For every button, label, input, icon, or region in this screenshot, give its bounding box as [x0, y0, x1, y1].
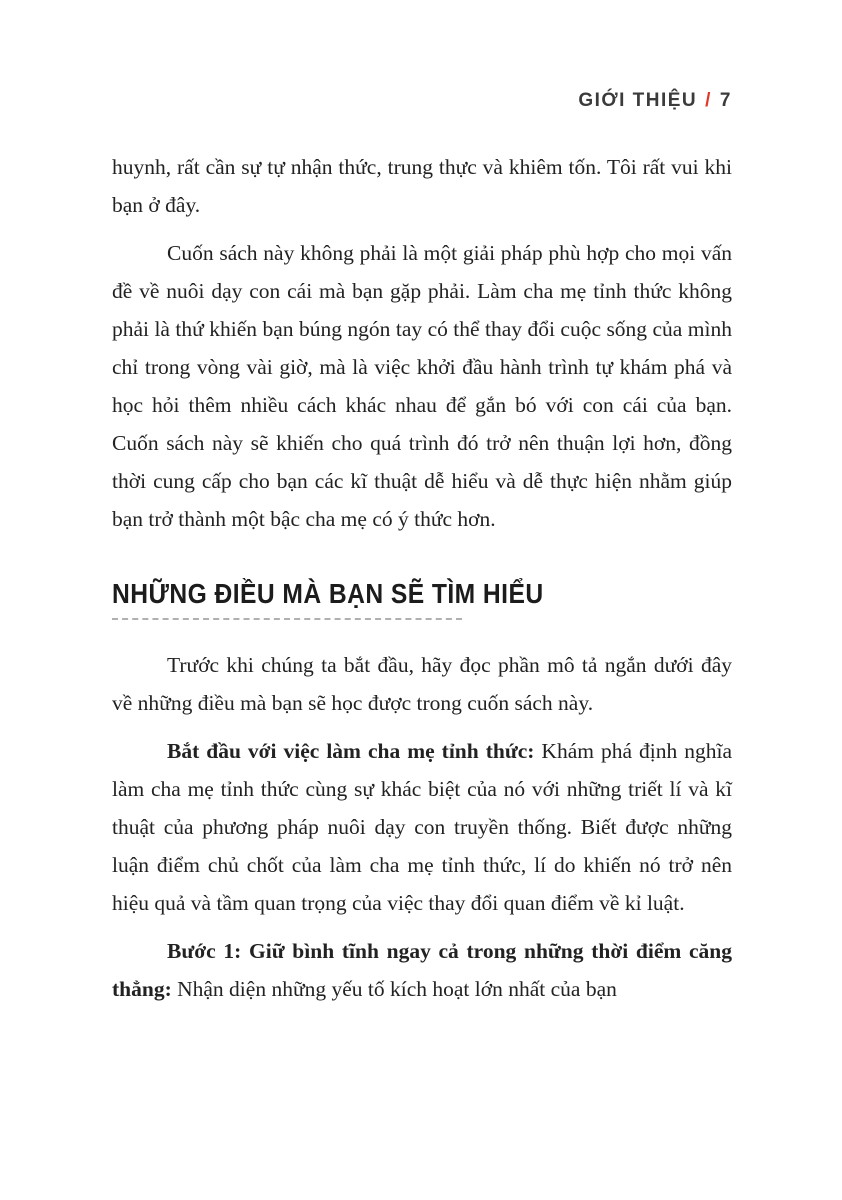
paragraph-text: huynh, rất cần sự tự nhận thức, trung thực và khiêm tốn. Tôi rất vui khi bạn ở đây.	[112, 155, 732, 217]
paragraph-bold-lead: Bắt đầu với việc làm cha mẹ tỉnh thức:	[167, 739, 542, 763]
paragraph-text: Cuốn sách này không phải là một giải pháp phù hợp cho mọi vấn đề về nuôi dạy con cái mà bạn gặp phải. Làm cha mẹ tỉnh thức không phải là thứ khiến bạn búng ngón tay có thể thay đổi cuộc sống của mình chỉ trong vòng vài giờ, mà là việc khởi đầu hành trình tự khám phá và học hỏi thêm nhiều cách khác nhau để gắn bó với con cái của bạn. Cuốn sách này sẽ khiến cho quá trình đó trở nên thuận lợi hơn, đồng thời cung cấp cho bạn các kĩ thuật dễ hiểu và dễ thực hiện nhằm giúp bạn trở thành một bậc cha mẹ có ý thức hơn.	[112, 241, 732, 531]
intro-paragraphs	[112, 148, 732, 538]
paragraph-text: Nhận diện những yếu tố kích hoạt lớn nhất của bạn	[177, 977, 617, 1001]
paragraph	[112, 932, 732, 1008]
paragraph-bold-lead: Bước 1: Giữ bình tĩnh ngay cả trong những thời điểm căng thẳng:	[112, 939, 732, 1001]
heading-dashed-rule	[112, 618, 462, 620]
page-content	[112, 148, 732, 1018]
paragraph	[112, 234, 732, 538]
section-heading: NHỮNG ĐIỀU MÀ BẠN SẼ TÌM HIỂU	[112, 578, 544, 609]
paragraph	[112, 732, 732, 922]
paragraph	[112, 646, 732, 722]
paragraph	[112, 148, 732, 224]
header-page-number: 7	[719, 90, 732, 111]
section-heading-wrap	[112, 578, 732, 610]
paragraph-text: Khám phá định nghĩa làm cha mẹ tỉnh thức cùng sự khác biệt của nó với những triết lí và kĩ thuật của phương pháp nuôi dạy con truyền thống. Biết được những luận điểm chủ chốt của làm cha mẹ tỉnh thức, lí do khiến nó trở nên hiệu quả và tầm quan trọng của việc thay đổi quan điểm về kỉ luật.	[112, 739, 732, 915]
section-paragraphs	[112, 646, 732, 1008]
header-separator: /	[705, 90, 712, 111]
header-section-title: GIỚI THIỆU	[578, 90, 698, 111]
page-header	[112, 90, 732, 112]
paragraph-text: Trước khi chúng ta bắt đầu, hãy đọc phần mô tả ngắn dưới đây về những điều mà bạn sẽ học được trong cuốn sách này.	[112, 653, 732, 715]
